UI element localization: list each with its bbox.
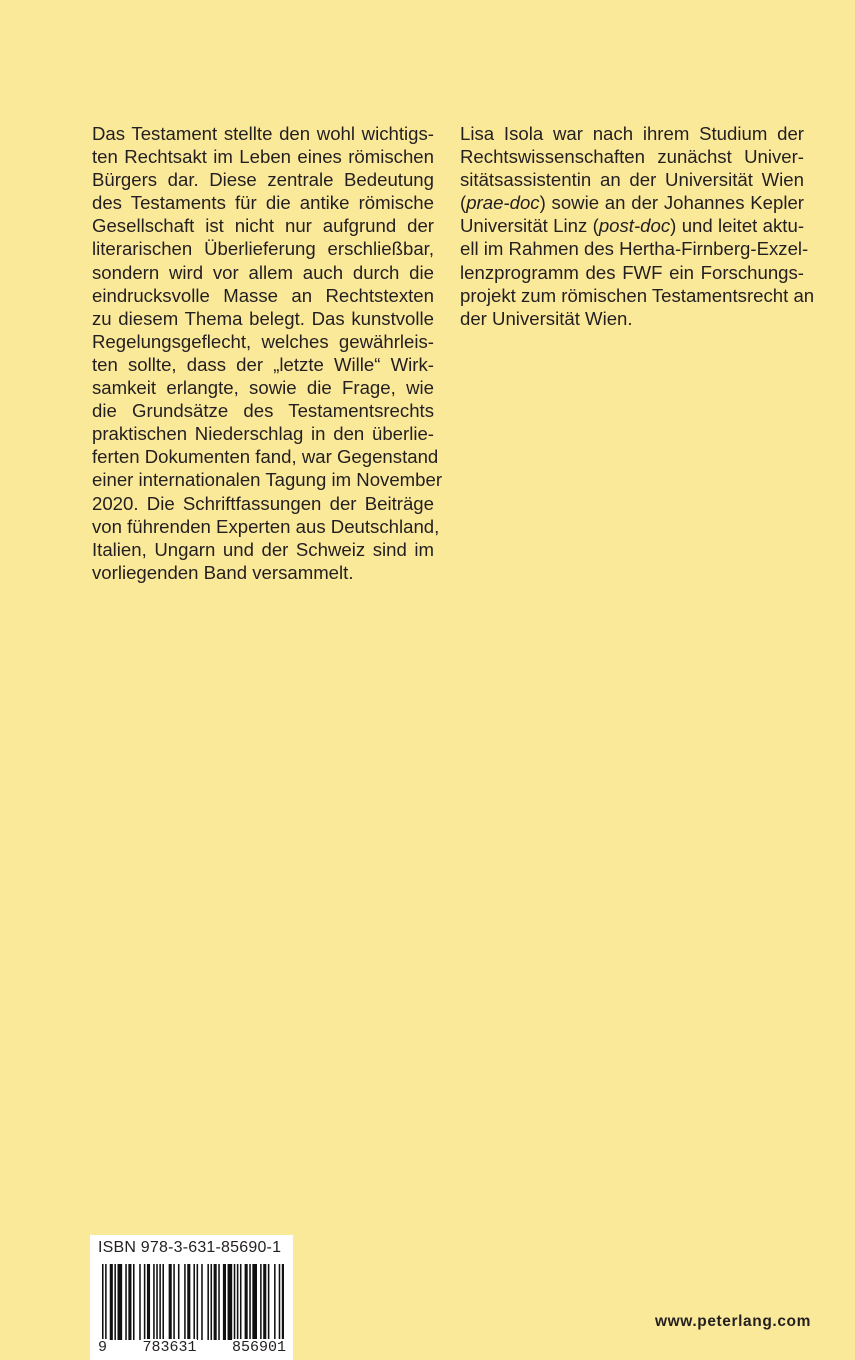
barcode-bar	[128, 1264, 131, 1340]
barcode-bar	[159, 1264, 161, 1340]
description-line: Italien, Ungarn und der Schweiz sind im	[92, 538, 434, 560]
description-line: eindrucksvolle Masse an Rechtstexten	[92, 284, 434, 306]
isbn-barcode-block	[90, 1235, 293, 1360]
barcode-icon	[100, 1264, 284, 1350]
barcode-bar	[274, 1264, 276, 1340]
barcode-bar	[211, 1264, 213, 1340]
description-line: sondern wird vor allem auch durch die	[92, 261, 434, 283]
barcode-bar	[279, 1264, 281, 1350]
description-line: einer internationalen Tagung im November	[92, 469, 443, 491]
barcode-bar	[218, 1264, 220, 1340]
barcode-digit-group: 9	[98, 1339, 108, 1356]
author-bio-line: lenzprogramm des FWF ein Forschungs-	[460, 261, 804, 283]
author-bio-line: (prae-doc) sowie an der Johannes Kepler	[460, 192, 804, 214]
barcode-bar	[118, 1264, 123, 1340]
description-line: die Grundsätze des Testamentsrechts	[92, 400, 434, 422]
description-line: 2020. Die Schriftfassungen der Beiträge	[92, 492, 434, 514]
barcode-bar	[162, 1264, 164, 1340]
isbn-label: ISBN 978-3-631-85690-1	[98, 1239, 282, 1256]
barcode-bar	[282, 1264, 284, 1350]
description-line: praktischen Niederschlag in den überlie-	[92, 423, 434, 445]
barcode-bar	[201, 1264, 203, 1340]
barcode-bar	[144, 1264, 146, 1340]
barcode-digit-group: 783631	[142, 1339, 197, 1356]
barcode-bar	[234, 1264, 236, 1340]
barcode-bar	[268, 1264, 270, 1340]
description-line: ten Rechtsakt im Leben eines römischen	[92, 146, 434, 168]
barcode-bar	[133, 1264, 135, 1340]
book-description	[92, 122, 443, 584]
barcode-bar	[147, 1264, 150, 1340]
description-line: ferten Dokumenten fand, war Gegenstand	[92, 446, 439, 468]
barcode-digits	[98, 1339, 286, 1357]
author-bio-line: der Universität Wien.	[460, 307, 633, 329]
description-line: Regelungsgeflecht, welches gewährleis-	[92, 330, 434, 352]
barcode-bar	[125, 1264, 127, 1340]
barcode-bar	[252, 1264, 257, 1340]
barcode-bar	[245, 1264, 248, 1340]
description-line: Gesellschaft ist nicht nur aufgrund der	[92, 215, 434, 237]
description-line: von führenden Experten aus Deutschland,	[92, 515, 440, 537]
author-bio-line: Universität Linz (post-doc) und leitet aktu-	[460, 215, 805, 237]
description-line: des Testaments für die antike römische	[92, 192, 434, 214]
author-bio-line: projekt zum römischen Testamentsrecht an	[460, 284, 815, 306]
author-bio-line: Rechtswissenschaften zunächst Univer-	[460, 146, 804, 168]
barcode-bar	[263, 1264, 266, 1340]
barcode-bar	[249, 1264, 251, 1340]
barcode-digit-group: 856901	[231, 1339, 286, 1356]
barcode-bar	[197, 1264, 199, 1340]
barcode-bar	[139, 1264, 141, 1340]
author-bio-line: ell im Rahmen des Hertha-Firnberg-Exzel-	[460, 238, 809, 260]
barcode-bar	[153, 1264, 155, 1340]
author-bio	[460, 122, 815, 330]
barcode-bar	[207, 1264, 209, 1340]
author-bio-line: sitätsassistentin an der Universität Wien	[460, 169, 804, 191]
barcode-bar	[114, 1264, 116, 1340]
description-line: literarischen Überlieferung erschließbar,	[92, 238, 434, 260]
barcode-bar	[237, 1264, 239, 1340]
barcode-bar	[169, 1264, 172, 1340]
barcode-bar	[173, 1264, 175, 1340]
barcode-bar	[240, 1264, 242, 1340]
barcode-bar	[184, 1264, 186, 1340]
barcode-bar	[260, 1264, 262, 1340]
barcode-bar	[187, 1264, 190, 1340]
barcode-bar	[178, 1264, 180, 1340]
barcode-bar	[105, 1264, 107, 1350]
description-line: vorliegenden Band versammelt.	[92, 561, 354, 583]
author-bio-line: Lisa Isola war nach ihrem Studium der	[460, 123, 804, 144]
publisher-website: www.peterlang.com	[654, 1313, 811, 1330]
description-line: zu diesem Thema belegt. Das kunstvolle	[92, 307, 434, 329]
description-line: Bürgers dar. Diese zentrale Bedeutung	[92, 169, 434, 191]
barcode-bar	[223, 1264, 226, 1340]
barcode-bar	[214, 1264, 217, 1340]
description-line: samkeit erlangte, sowie die Frage, wie	[92, 377, 434, 399]
barcode-bar	[102, 1264, 104, 1350]
barcode-bar	[110, 1264, 113, 1340]
barcode-bar	[228, 1264, 233, 1340]
barcode-bar	[193, 1264, 195, 1350]
barcode-bar	[156, 1264, 158, 1340]
description-line: Das Testament stellte den wohl wichtigs-	[92, 123, 434, 144]
description-line: ten sollte, dass der „letzte Wille“ Wirk-	[92, 353, 434, 375]
